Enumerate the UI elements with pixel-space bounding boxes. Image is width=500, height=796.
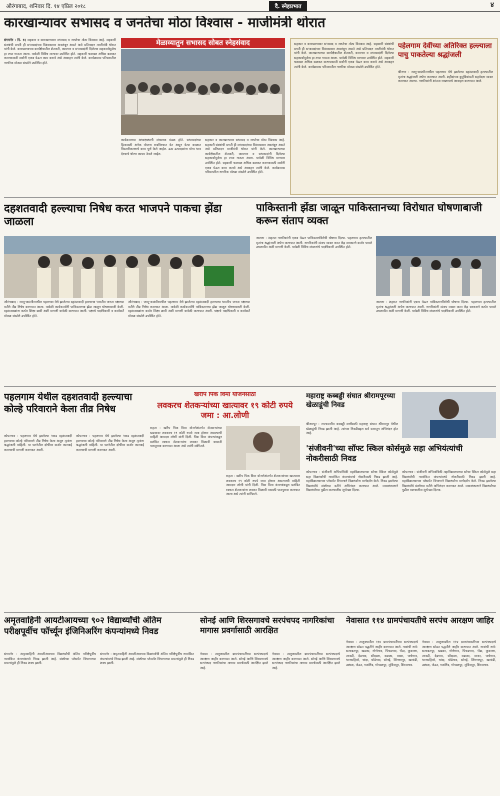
article9-body: नेवासा : तालुक्यातील ग्रामपंचायतींच्या सरपंचपदाचे आरक्षण जाहीर करण्यात आले. सोनई आणि शिरसगावचे सरपंचपद नागरिकांचा मागास प्रवर्गासाठी आरक्षित झाले आहे. — [200, 652, 268, 670]
article1-right-body-2: सहकार व कारखान्यावर सभासद व जनतेचा मोठा विश्वास आहे. सहकारी संस्थांची प्रगती ही सभासदांच्या विश्वासावर अवलंबून असते असे प्रतिपादन माजीमंत्री थोरात यांनी केले. कारखान्याच्या कार्यक्षेत्रातील शेतकरी, कामगार व सभासदांनी दिलेल्या सहकार्यामुळेच हा टप्पा गाठता आला. यावेळी विविध मान्यवर उपस्थित होते. सहकारी चळवळ अधिक बळकट करण्यासाठी सर्वांनी एकत्र येऊन काम करावे असे आवाहन त्यांनी केले. कार्यक्रमास परिसरातील नागरिक मोठ्या संख्येने उपस्थित होते. — [205, 138, 285, 175]
article3-body: जालना : शहरात नागरिकांनी एकत्र येऊन पाकिस्तानविरोधी घोषणा दिल्या. पहलगाम हल्ल्यातील मृतांना श्रद्धांजली अर्पण करण्यात आली. नागरिकांनी संताप व्यक्त करत केंद्र सरकारने कठोर पावले उचलावीत अशी मागणी केली. यावेळी विविध संघटनांचे पदाधिकारी उपस्थित होते. — [256, 236, 372, 250]
portrait-photo — [226, 426, 300, 470]
sidebar-body: श्रीनगर : जम्मू-काश्मीरमधील पहलगाम येथे झालेल्या दहशतवादी हल्ल्यातील मृतांना श्रद्धांजली अर्पण करण्यात आली. शहीदांच्या कुटुंबियांप्रती सहवेदना व्यक्त करण्यात आल्या. नागरिकांनी शांतता राखण्याचे आवाहन करण्यात आले. — [398, 70, 493, 84]
headline-article7: 'संजीवनी'च्या सॉफ्ट स्किल कोर्समुळे सहा अभियंत्यांची नोकरीसाठी निवड — [306, 444, 463, 463]
article7-body: कोपरगाव : संजीवनी अभियांत्रिकी महाविद्यालयाच्या सॉफ्ट स्किल कोर्समुळे सहा विद्यार्थ्यांची नामांकित कंपन्यांमध्ये नोकरीसाठी निवड झाली आहे. महाविद्यालयाच्या प्लेसमेंट विभागाने विद्यार्थ्यांना मार्गदर्शन केले. निवड झालेल्या विद्यार्थ्यांचे संस्थेच्या वतीने अभिनंदन करण्यात आले. व्यवस्थापनाने विद्यार्थ्यांच्या पुढील वाटचालीस शुभेच्छा दिल्या. — [306, 470, 398, 493]
article7-body-2: कोपरगाव : संजीवनी अभियांत्रिकी महाविद्यालयाच्या सॉफ्ट स्किल कोर्समुळे सहा विद्यार्थ्यांची नामांकित कंपन्यांमध्ये नोकरीसाठी निवड झाली आहे. महाविद्यालयाच्या प्लेसमेंट विभागाने विद्यार्थ्यांना मार्गदर्शन केले. निवड झालेल्या विद्यार्थ्यांचे संस्थेच्या वतीने अभिनंदन करण्यात आले. व्यवस्थापनाने विद्यार्थ्यांच्या पुढील वाटचालीस शुभेच्छा दिल्या. — [402, 470, 496, 493]
headline-article4: पहलगाम येथील दहशतवादी हल्ल्याचा कोल्हे परिवाराने केला तीव्र निषेध — [4, 392, 133, 415]
meeting-photo — [121, 49, 285, 135]
headline-article6: महाराष्ट्र कब्बड्डी संघात श्रीरामपूरच्या खेळाडूंची निवड — [306, 392, 396, 409]
article5-body-2: राहता : खरीप पिक विमा योजनेअंतर्गत शेतकऱ्यांच्या खात्यावर लवकरच १९ कोटी रुपये जमा होणार असल्याची माहिती आमदार लोणी यांनी दिली. पिक विमा कंपन्यांकडून प्रलंबित रक्कम शेतकऱ्यांना लवकर मिळावी यासाठी पाठपुरावा करण्यात आला असे त्यांनी सांगितले. — [226, 474, 300, 497]
article1-text: सहकार व कारखान्यावर सभासद व जनतेचा मोठा विश्वास आहे. सहकारी संस्थांची प्रगती ही सभासदांच्या विश्वासावर अवलंबून असते असे प्रतिपादन माजीमंत्री थोरात यांनी केले. कारखान्याच्या कार्यक्षेत्रातील शेतकरी, कामगार व सभासदांनी दिलेल्या सहकार्यामुळेच हा टप्पा गाठता आला. यावेळी विविध मान्यवर उपस्थित होते. सहकारी चळवळ अधिक बळकट करण्यासाठी सर्वांनी एकत्र येऊन काम करावे असे आवाहन त्यांनी केले. कार्यक्रमास परिसरातील नागरिक मोठ्या संख्येने उपस्थित होते. — [4, 38, 116, 65]
article10-body: नेवासा : तालुक्यातील ११४ ग्रामपंचायतींच्या सरपंचपदाचे आरक्षण सोडत पद्धतीने जाहीर करण्यात आले. गावांची नावे: सलाबतपूर, खडका, गोणेगाव, पिचडगाव, भेंडा, कुकाणा, तरवडी, देडगाव, सौंदाळा, वडाळा, माका, पाचेगाव, भानसहिवरे, चांदा, घोडेगाव, सोनई, शिंगणापूर, खरवंडी, उस्थळ, जेऊर, गळनिंब, गोपाळपूर, मुकिंदपूर, शिरसगाव. — [346, 640, 418, 667]
article8-body: संगमनेर : अमृतवाहिनी आयटीआयच्या विद्यार्थ्यांची अंतिम परीक्षेपूर्वीच नामांकित कंपन्यांमध्ये निवड झाली आहे. संस्थेच्या प्लेसमेंट विभागाच्या प्रयत्नांमुळे ही निवड शक्य झाली. — [4, 652, 96, 666]
article9-body-2: नेवासा : तालुक्यातील ग्रामपंचायतींच्या सरपंचपदाचे आरक्षण जाहीर करण्यात आले. सोनई आणि शिरसगावचे सरपंचपद नागरिकांचा मागास प्रवर्गासाठी आरक्षित झाले आहे. — [272, 652, 340, 670]
divider — [4, 386, 496, 387]
article3-body-2: जालना : शहरात नागरिकांनी एकत्र येऊन पाकिस्तानविरोधी घोषणा दिल्या. पहलगाम हल्ल्यातील मृतांना श्रद्धांजली अर्पण करण्यात आली. नागरिकांनी संताप व्यक्त करत केंद्र सरकारने कठोर पावले उचलावीत अशी मागणी केली. यावेळी विविध संघटनांचे पदाधिकारी उपस्थित होते. — [376, 300, 496, 314]
headline-article8: अमृतवाहिनी आयटीआयच्या ९०२ विद्यार्थ्यांची अंतिम परीक्षपूर्वीच फॉर्च्यून इंजिनिअरिंग कंपन्यांमध्ये निवड — [4, 616, 162, 637]
masthead — [0, 0, 500, 12]
article1-body — [4, 38, 116, 193]
headline-article9: सोनई आणि शिरसगावचे सरपंचपद नागरिकांचा मागास प्रवर्गासाठी आरक्षित — [200, 616, 335, 635]
masthead-title: दै. स्नेहप्रभात — [269, 1, 308, 11]
article6-body: श्रीरामपूर : राज्यस्तरीय कब्बड्डी स्पर्धेसाठी महाराष्ट्र संघात श्रीरामपूर येथील खेळाडूंची निवड झाली आहे. त्यांच्या निवडीबद्दल सर्व स्तरातून अभिनंदन होत आहे. — [306, 422, 398, 436]
article3-photo — [376, 236, 496, 296]
article1-right-body: कार्यक्रमाच्या अध्यक्षस्थानी संचालक मंडळ होते. सभासदांच्या हितासाठी अनेक योजना राबविण्यात येत असून येत्या काळात विस्तारीकरणाचे काम पूर्ण केले जाईल. ऊस उत्पादकांना योग्य भाव देण्याचे धोरण कायम ठेवले जाईल. — [121, 138, 201, 156]
sidebar-col-left: सहकार व कारखान्यावर सभासद व जनतेचा मोठा विश्वास आहे. सहकारी संस्थांची प्रगती ही सभासदांच्या विश्वासावर अवलंबून असते असे प्रतिपादन माजीमंत्री थोरात यांनी केले. कारखान्याच्या कार्यक्षेत्रातील शेतकरी, कामगार व सभासदांनी दिलेल्या सहकार्यामुळेच हा टप्पा गाठता आला. यावेळी विविध मान्यवर उपस्थित होते. सहकारी चळवळ अधिक बळकट करण्यासाठी सर्वांनी एकत्र येऊन काम करावे असे आवाहन त्यांनी केले. कार्यक्रमास परिसरातील नागरिक मोठ्या संख्येने उपस्थित होते. — [294, 42, 394, 69]
headline-article5-top: खरीप पिक विमा योजनेसाठी — [194, 392, 256, 398]
headline-article1: कारखान्यावर सभासद व जनतेचा मोठा विश्वास - माजीमंत्री थोरात — [4, 16, 326, 31]
headline-article5: लवकरच शेतकऱ्यांच्या खात्यावर १९ कोटी रुपये जमा : आ.लोणी — [157, 401, 293, 420]
masthead-date: औरंगाबाद, शनिवार दि. १४ एप्रिल २०१८ — [6, 3, 86, 10]
article4-body: कोपरगाव : पहलगाम येथे झालेल्या भ्याड दहशतवादी हल्ल्याचा कोल्हे परिवाराने तीव्र निषेध केला असून मृतांना श्रद्धांजली वाहिली. या घटनेतील दोषींवर कठोर कारवाई करण्याची मागणी करण्यात आली. — [4, 434, 72, 452]
divider — [4, 197, 496, 198]
article10-body-2: नेवासा : तालुक्यातील ११४ ग्रामपंचायतींच्या सरपंचपदाचे आरक्षण सोडत पद्धतीने जाहीर करण्यात आले. गावांची नावे: सलाबतपूर, खडका, गोणेगाव, पिचडगाव, भेंडा, कुकाणा, तरवडी, देडगाव, सौंदाळा, वडाळा, माका, पाचेगाव, भानसहिवरे, चांदा, घोडेगाव, सोनई, शिंगणापूर, खरवंडी, उस्थळ, जेऊर, गळनिंब, गोपाळपूर, मुकिंदपूर, शिरसगाव. — [422, 640, 496, 667]
protest-photo — [4, 236, 250, 298]
headline-article2: दहशतवादी हल्ल्याचा निषेध करत भाजपने पाकचा झेंडा जाळला — [4, 202, 222, 228]
divider — [4, 612, 496, 613]
article5-body: राहता : खरीप पिक विमा योजनेअंतर्गत शेतकऱ्यांच्या खात्यावर लवकरच १९ कोटी रुपये जमा होणार असल्याची माहिती आमदार लोणी यांनी दिली. पिक विमा कंपन्यांकडून प्रलंबित रक्कम शेतकऱ्यांना लवकर मिळावी यासाठी पाठपुरावा करण्यात आला असे त्यांनी सांगितले. — [150, 426, 222, 449]
headline-article3: पाकिस्तानी झेंडा जाळून पाकिस्तानच्या विरोधात घोषणाबाजी करून संताप व्यक्त — [256, 202, 482, 227]
article1-dateline: संगमनेर : दि. १३ — [4, 38, 27, 42]
sidebar-headline: पहेलगाम देवींच्या अतिरिक्त हल्ल्याला पाचु पाकतेल्या श्रद्धांजली — [398, 42, 492, 59]
headline-article10: नेवासात ११४ ग्रामपंचायतीचे सरपंच आरक्षण जाहिर — [346, 616, 494, 625]
player-photo — [402, 392, 496, 438]
article4-body-2: कोपरगाव : पहलगाम येथे झालेल्या भ्याड दहशतवादी हल्ल्याचा कोल्हे परिवाराने तीव्र निषेध केला असून मृतांना श्रद्धांजली वाहिली. या घटनेतील दोषींवर कठोर कारवाई करण्याची मागणी करण्यात आली. — [76, 434, 144, 452]
article2-body-2: औरंगाबाद : जम्मू-काश्मीरमधील पहलगाम येथे झालेल्या दहशतवादी हल्ल्याचा भारतीय जनता पक्षाच्या वतीने तीव्र निषेध करण्यात आला. यावेळी कार्यकर्त्यांनी पाकिस्तानचा झेंडा जाळून घोषणाबाजी केली. दहशतवाद्यांना कठोर शिक्षा द्यावी अशी मागणी यावेळी करण्यात आली. पक्षाचे पदाधिकारी व कार्यकर्ते मोठ्या संख्येने उपस्थित होते. — [128, 300, 250, 318]
article8-body-2: संगमनेर : अमृतवाहिनी आयटीआयच्या विद्यार्थ्यांची अंतिम परीक्षेपूर्वीच नामांकित कंपन्यांमध्ये निवड झाली आहे. संस्थेच्या प्लेसमेंट विभागाच्या प्रयत्नांमुळे ही निवड शक्य झाली. — [100, 652, 194, 666]
page-number: ४ — [490, 1, 494, 9]
photo-caption: मेळाव्यातुन सभासद सोबत स्नेहसंवाद — [121, 38, 285, 48]
article2-body: औरंगाबाद : जम्मू-काश्मीरमधील पहलगाम येथे झालेल्या दहशतवादी हल्ल्याचा भारतीय जनता पक्षाच्या वतीने तीव्र निषेध करण्यात आला. यावेळी कार्यकर्त्यांनी पाकिस्तानचा झेंडा जाळून घोषणाबाजी केली. दहशतवाद्यांना कठोर शिक्षा द्यावी अशी मागणी यावेळी करण्यात आली. पक्षाचे पदाधिकारी व कार्यकर्ते मोठ्या संख्येने उपस्थित होते. — [4, 300, 124, 318]
